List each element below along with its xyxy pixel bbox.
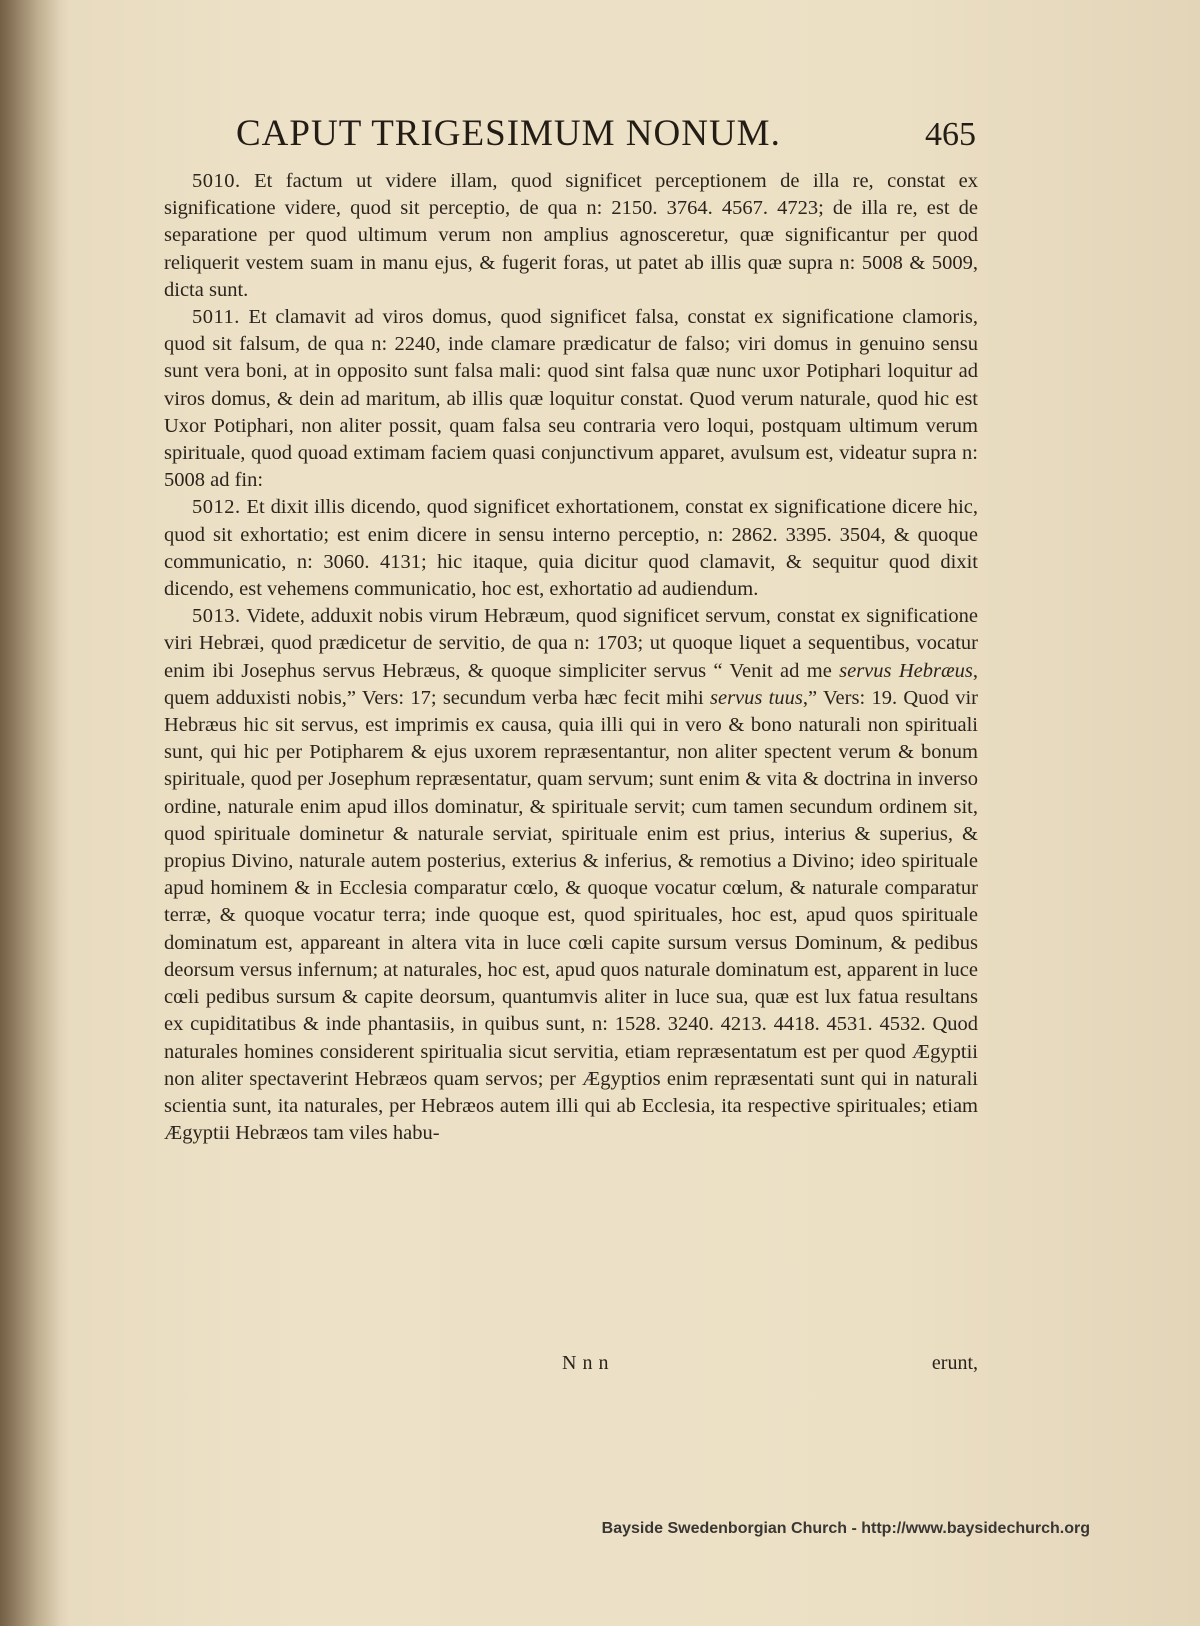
body-text	[164, 168, 978, 1348]
paragraph-5012	[164, 494, 978, 603]
paragraph-number: 5010.	[192, 170, 241, 192]
italic-quote: servus Hebræus	[839, 659, 973, 682]
page-header	[236, 112, 976, 162]
paragraph-5010	[164, 168, 978, 304]
watermark: Bayside Swedenborgian Church - http://www.baysidechurch.org	[601, 1520, 1090, 1537]
paragraph-text: Et dixit illis dicendo, quod significet exhortationem, constat ex significatione dicere hic, quod sit exhortatio; est enim dicere in sensu interno perceptio, n: 2862. 3395. 3504, & quoque communicatio, n: 3060. 4131; hic itaque, quia dicitur quod clamavit, & sequitur quod dixit dicendo, est vehemens communicatio, hoc est, exhortatio ad audiendum.	[164, 496, 978, 601]
paragraph-text: Et clamavit ad viros domus, quod significet falsa, constat ex significatione clamoris, quod sit falsum, de qua n: 2240, inde clamare prædicatur de falso; viri domus in genuino sensu sunt vera boni, at in opposito sunt falsa mali: quod sint falsa quæ nunc uxor Potiphari loquitur ad viros domus, & dein ad maritum, ab illis quæ loquitur constat. Quod verum naturale, quod hic est Uxor Potiphari, non aliter possit, quam falsa seu contraria vero loqui, postquam ultimum verum spirituale, quod quoad extimam faciem quasi conjunctivum apparet, avulsum est, videatur supra n: 5008 ad fin:	[164, 306, 978, 492]
paragraph-text: Et factum ut videre illam, quod significet perceptionem de illa re, constat ex significatione videre, quod sit perceptio, de qua n: 2150. 3764. 4567. 4723; de illa re, est de separatione per quod ultimum verum non amplius agnosceretur, quæ significantur per quod reliquerit vestem suam in manu ejus, & fugerit foras, ut patet ab illis quæ supra n: 5008 & 5009, dicta sunt.	[164, 170, 978, 301]
running-head: CAPUT TRIGESIMUM NONUM.	[236, 113, 781, 154]
signature-mark: Nnn	[562, 1352, 615, 1374]
page-number: 465	[925, 116, 976, 153]
gutter-shadow	[0, 0, 70, 1626]
paragraph-text: ,” Vers: 19. Quod vir Hebræus hic sit servus, est imprimis ex causa, quia illi qui in vero & bono naturali non spirituali sunt, qui hic per Potipharem & ejus uxorem repræsentantur, non aliter spectent verum & bonum spirituale, quod per Josephum repræsentatur, quam servum; sunt enim & vita & doctrina in inverso ordine, naturale enim apud illos dominatur, & spirituale servit; cum tamen secundum ordinem sit, quod spirituale dominetur & naturale serviat, spirituale enim est prius, interius & superius, & propius Divino, naturale autem posterius, exterius & inferius, & remotius a Divino; ideo spirituale apud hominem & in Ecclesia comparatur cœlo, & quoque vocatur cœlum, & naturale comparatur terræ, & quoque vocatur terra; inde quoque est, quod spirituales, hoc est, apud quos spirituale dominatum est, appareant in altera vita in luce cœli capite sursum versus Dominum, & pedibus deorsum versus infernum; at naturales, hoc est, apud quos naturale dominatum est, apparent in luce cœli pedibus sursum & capite deorsum, quantumvis aliter in luce sua, quæ est lux fatua resultans ex cupiditatibus & inde phantasiis, in quibus sunt, n: 1528. 3240. 4213. 4418. 4531. 4532. Quod naturales homines considerent spiritualia sicut servitia, etiam repræsentatum est per quod Ægyptii non aliter spectaverint Hebræos quam servos; per Ægyptios enim repræsentati sunt qui in naturali scientia sunt, ita naturales, per Hebræos autem illi qui ab Ecclesia, ita respective spirituales; etiam Ægyptii Hebræos tam viles habu-	[164, 686, 978, 1145]
paragraph-number: 5011.	[192, 306, 240, 329]
paragraph-number: 5012.	[192, 496, 241, 519]
paragraph-text: , quem adduxisti nobis,” Vers: 17; secundum verba hæc fecit mihi	[164, 659, 978, 709]
paragraph-5013	[164, 603, 978, 1147]
paragraph-5011	[164, 304, 978, 494]
paragraph-number: 5013.	[192, 605, 241, 628]
catchword: erunt,	[931, 1352, 978, 1374]
page-footer	[164, 1352, 978, 1380]
italic-quote: servus tuus	[710, 686, 803, 709]
paragraph-text: Videte, adduxit nobis virum Hebræum, quod significet servum, constat ex significatione viri Hebræi, quod prædicetur de servitio, de qua n: 1703; ut quoque liquet a sequentibus, vocatur enim ibi Josephus servus Hebræus, & quoque simpliciter servus “ Venit ad me	[164, 605, 978, 682]
